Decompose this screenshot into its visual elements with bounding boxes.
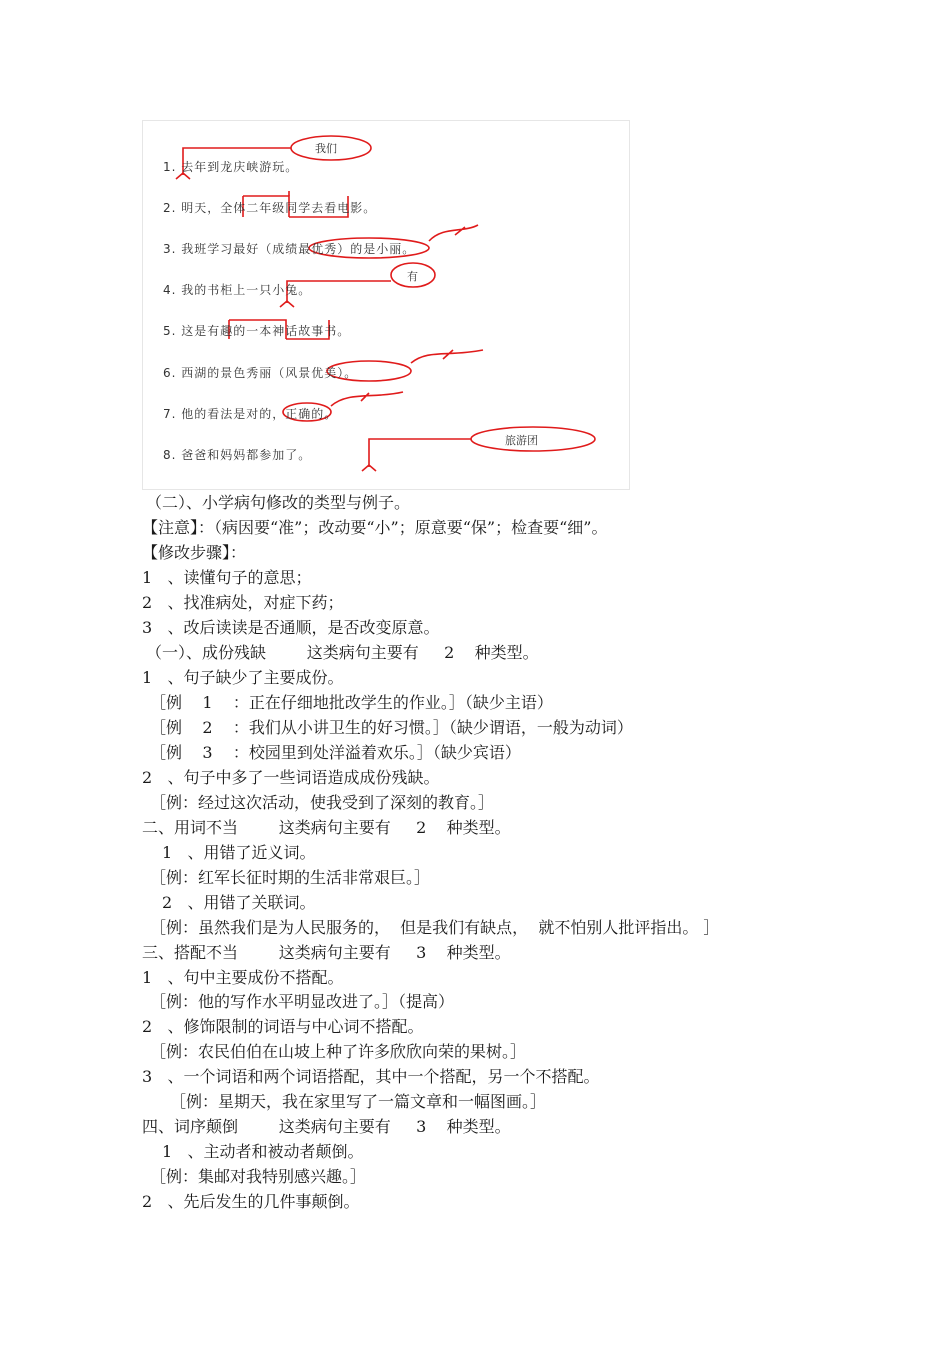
type-1-example-3: ［例 3 ：校园里到处洋溢着欢乐。］（缺少宾语）	[150, 743, 521, 762]
type-1-example-2: ［例 2 ：我们从小讲卫生的好习惯。］（缺少谓语，一般为动词）	[150, 718, 633, 737]
example-sentence-1: 1. 去年到龙庆峡游玩。	[163, 160, 299, 174]
steps-heading: 【修改步骤】：	[142, 543, 247, 562]
type-3-sub-1: 1 、句中主要成份不搭配。	[142, 968, 344, 987]
type-2-sub-2: 2 、用错了关联词。	[162, 893, 316, 912]
insert-word-women: 我们	[315, 142, 337, 155]
type-1-example-1: ［例 1 ：正在仔细地批改学生的作业。］（缺少主语）	[150, 693, 553, 712]
type-3-example-1: ［例：他的写作水平明显改进了。］（提高）	[150, 992, 455, 1011]
red-correction-marks	[143, 121, 629, 489]
type-3-sub-3: 3 、一个词语和两个词语搭配，其中一个搭配，另一个不搭配。	[142, 1067, 600, 1086]
type-2-heading: 二、用词不当 这类病句主要有 2 种类型。	[142, 818, 511, 837]
type-2-example-1: ［例：红军长征时期的生活非常艰巨。］	[150, 868, 431, 887]
insert-word-you: 有	[407, 270, 418, 283]
example-sentence-6: 6. 西湖的景色秀丽（风景优美）。	[163, 366, 358, 380]
type-4-heading: 四、词序颠倒 这类病句主要有 3 种类型。	[142, 1117, 511, 1136]
type-1-heading: （一）、成份残缺 这类病句主要有 2 种类型。	[146, 643, 539, 662]
note-line: 【注意】：（病因要“准”；改动要“小”；原意要“保”；检查要“细”。	[142, 518, 608, 537]
insert-word-lvyoutuan: 旅游团	[505, 434, 538, 447]
step-1: 1 、读懂句子的意思；	[142, 568, 312, 587]
type-3-sub-2: 2 、修饰限制的词语与中心词不搭配。	[142, 1017, 424, 1036]
step-3: 3 、改后读读是否通顺，是否改变原意。	[142, 618, 440, 637]
type-1-sub-2: 2 、句子中多了一些词语造成成份残缺。	[142, 768, 440, 787]
type-3-heading: 三、搭配不当 这类病句主要有 3 种类型。	[142, 943, 511, 962]
type-4-sub-2: 2 、先后发生的几件事颠倒。	[142, 1192, 360, 1211]
type-4-example-1: ［例：集邮对我特别感兴趣。］	[150, 1167, 367, 1186]
type-2-example-2: ［例：虽然我们是为人民服务的， 但是我们有缺点， 就不怕别人批评指出。 ］	[150, 918, 720, 937]
correction-example-image	[142, 120, 630, 490]
section-heading: （二）、小学病句修改的类型与例子。	[146, 493, 411, 512]
type-2-sub-1: 1 、用错了近义词。	[162, 843, 316, 862]
example-sentence-8: 8. 爸爸和妈妈都参加了。	[163, 448, 312, 462]
example-sentence-7: 7. 他的看法是对的，正确的。	[163, 407, 338, 421]
type-1-sub-1: 1 、句子缺少了主要成份。	[142, 668, 344, 687]
example-sentence-3: 3. 我班学习最好（成绩最优秀）的是小丽。	[163, 242, 416, 256]
type-4-sub-1: 1 、主动者和被动者颠倒。	[162, 1142, 364, 1161]
type-1-example-4: ［例：经过这次活动，使我受到了深刻的教育。］	[150, 793, 495, 812]
example-sentence-2: 2. 明天，全体二年级同学去看电影。	[163, 201, 377, 215]
example-sentence-4: 4. 我的书柜上一只小兔。	[163, 283, 312, 297]
type-3-example-3: ［例：星期天，我在家里写了一篇文章和一幅图画。］	[170, 1092, 547, 1111]
step-2: 2 、找准病处，对症下药；	[142, 593, 344, 612]
example-sentence-5: 5. 这是有趣的一本神话故事书。	[163, 324, 351, 338]
type-3-example-2: ［例：农民伯伯在山坡上种了许多欣欣向荣的果树。］	[150, 1042, 527, 1061]
